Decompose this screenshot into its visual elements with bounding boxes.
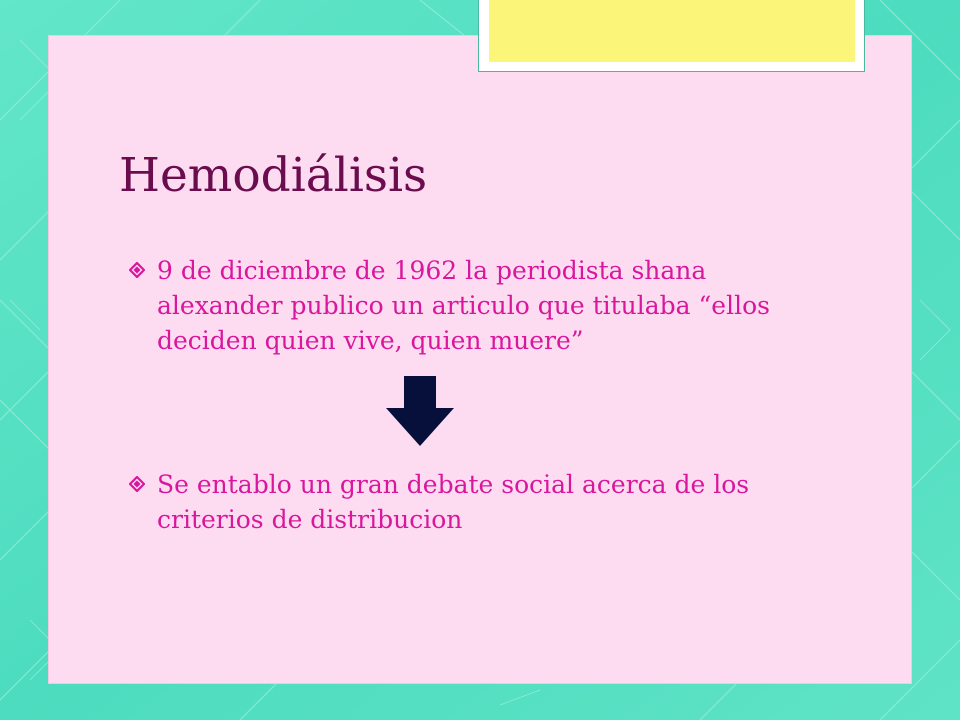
bullet-text-1: 9 de diciembre de 1962 la periodista shana alexander publico un articulo que titulaba “ellos deciden quien vive, quien muere” <box>157 256 770 355</box>
accent-box <box>489 0 855 62</box>
slide-title: Hemodiálisis <box>119 148 428 203</box>
down-arrow-icon <box>385 375 455 447</box>
content-panel <box>48 35 912 684</box>
diamond-bullet-icon <box>129 262 145 278</box>
diamond-bullet-icon <box>129 476 145 492</box>
bullet-text-2: Se entablo un gran debate social acerca de los criterios de distribucion <box>157 470 750 534</box>
